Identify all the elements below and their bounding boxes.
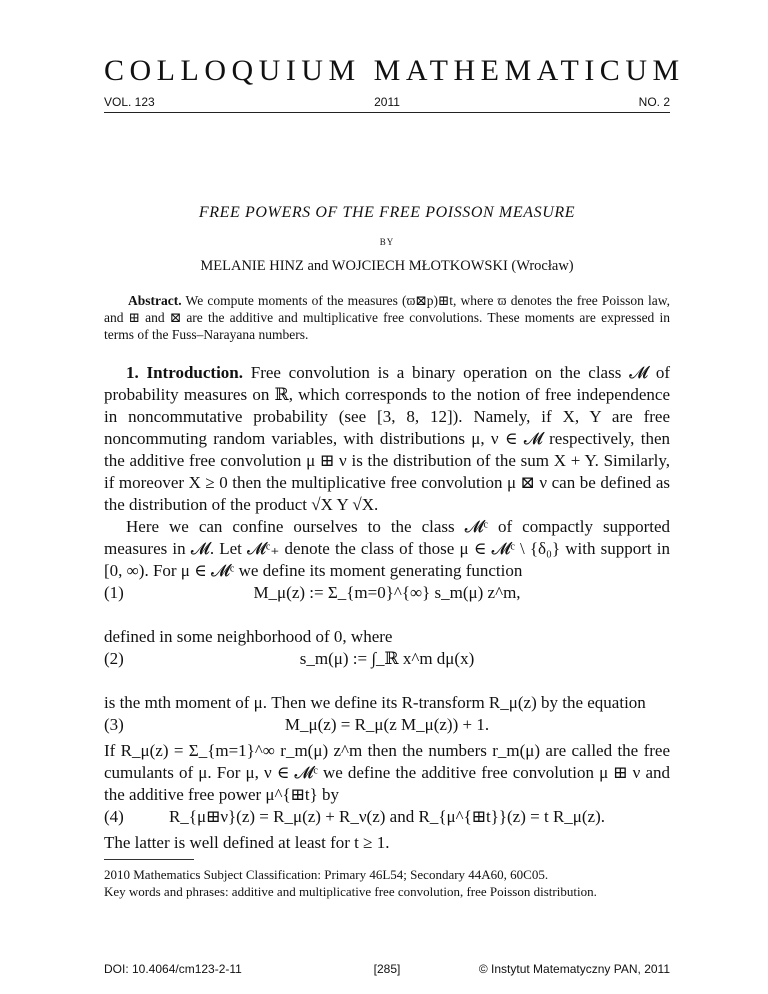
article-body — [104, 362, 670, 854]
equation-number: (3) — [104, 715, 124, 734]
page-number: [285] — [373, 962, 401, 976]
paragraph-1: Free convolution is a binary operation on the class 𝓜 of probability measures on ℝ, which corresponds to the notion of free independence in noncommutative probability (see [3, 8, 12]). Namely, if X, Y are free noncommuting random variables, with distributions μ, ν ∈ 𝓜 respectively, then the additive free convolution μ ⊞ ν is the distribution of the sum X + Y. Similarly, if moreover X ≥ 0 then the multiplicative free convolution μ ⊠ ν can be defined as the distribution of the product √X Y √X. — [104, 363, 671, 514]
footnote-rule — [104, 859, 194, 860]
paragraph-4: is the mth moment of μ. Then we define its R-transform R_μ(z) by the equation — [104, 693, 646, 712]
year: 2011 — [374, 95, 400, 109]
doi: DOI: 10.4064/cm123-2-11 — [104, 962, 242, 976]
paragraph-5: If R_μ(z) = Σ_{m=1}^∞ r_m(μ) z^m then the numbers r_m(μ) are called the free cumulants of μ. For μ, ν ∈ 𝓜ᶜ we define the additive free convolution μ ⊞ ν and the additive free power μ^{⊞t} by — [104, 741, 670, 804]
equation-number: (2) — [104, 649, 124, 668]
keywords: Key words and phrases: additive and multiplicative free convolution, free Poisson distribution. — [104, 884, 597, 899]
footnotes — [104, 866, 670, 900]
abstract — [104, 292, 670, 343]
copyright: © Instytut Matematyczny PAN, 2011 — [478, 962, 670, 976]
authors: MELANIE HINZ and WOJCIECH MŁOTKOWSKI (Wrocław) — [200, 258, 574, 274]
equation-2 — [104, 648, 670, 692]
by-label: BY — [379, 237, 395, 247]
abstract-text: We compute moments of the measures (ϖ⊠p)⊞t, where ϖ denotes the free Poisson law, and ⊞ and ⊠ are the additive and multiplicative free convolutions. These moments are expressed in terms of the Fuss–Narayana numbers. — [104, 293, 670, 342]
equation-4 — [104, 806, 670, 832]
equation-content: M_μ(z) := Σ_{m=0}^{∞} s_m(μ) z^m, — [253, 583, 521, 602]
journal-name: COLLOQUIUM MATHEMATICUM — [104, 54, 685, 87]
equation-content: M_μ(z) = R_μ(z M_μ(z)) + 1. — [284, 715, 490, 734]
paragraph-3: defined in some neighborhood of 0, where — [104, 627, 393, 646]
equation-1 — [104, 582, 670, 626]
section-heading: 1. Introduction. — [126, 363, 243, 382]
issue-number: NO. 2 — [638, 95, 670, 109]
abstract-label: Abstract. — [128, 293, 182, 308]
paragraph-2: Here we can confine ourselves to the class 𝓜ᶜ of compactly supported measures in 𝓜. Let 𝓜ᶜ₊ denote the class of those μ ∈ 𝓜ᶜ \ {δ₀} with support in [0, ∞). For μ ∈ 𝓜ᶜ we define its moment generating function — [104, 517, 670, 580]
article-title: FREE POWERS OF THE FREE POISSON MEASURE — [198, 204, 576, 221]
equation-content: R_{μ⊞ν}(z) = R_μ(z) + R_ν(z) and R_{μ^{⊞t}}(z) = t R_μ(z). — [168, 807, 606, 826]
equation-number: (1) — [104, 583, 124, 602]
paragraph-6: The latter is well defined at least for t ≥ 1. — [104, 833, 390, 852]
equation-number: (4) — [104, 807, 124, 826]
equation-3 — [104, 714, 670, 740]
volume: VOL. 123 — [104, 95, 155, 109]
msc-classification: 2010 Mathematics Subject Classification: Primary 46L54; Secondary 44A60, 60C05. — [104, 867, 549, 882]
header-rule — [104, 112, 670, 113]
equation-content: s_m(μ) := ∫_ℝ x^m dμ(x) — [299, 649, 475, 668]
